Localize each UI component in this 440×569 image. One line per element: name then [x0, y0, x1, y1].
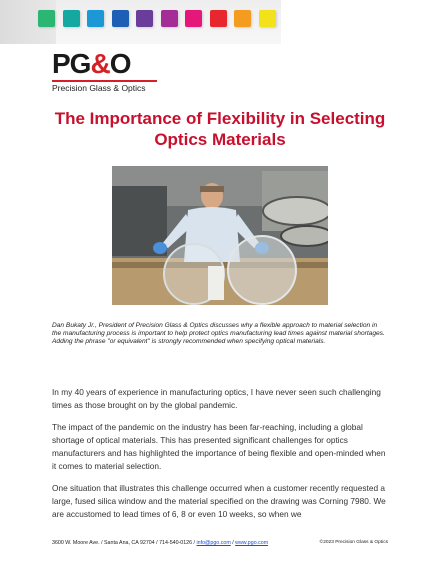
footer-address: 3600 W. Moore Ave. / Santa Ana, CA 92704 / 714-540-0126 /	[52, 540, 197, 546]
photo-illustration	[112, 166, 328, 305]
color-swatch	[185, 10, 202, 27]
body-paragraph: The impact of the pandemic on the industry has been far-reaching, including a global shortage of optical materials. This has presented significant challenges for optics manufacturers and has highlighted the importance of being flexible and open-minded when it comes to material selection.	[52, 422, 386, 471]
article-title: The Importance of Flexibility in Selecting Optics Materials	[54, 109, 386, 149]
header-color-bar	[0, 0, 440, 44]
footer-copyright: ©2023 Precision Glass & Optics	[319, 540, 388, 545]
article-body	[52, 386, 390, 530]
logo-mark: PG&O	[52, 48, 131, 79]
color-swatch	[210, 10, 227, 27]
logo-underline	[52, 80, 157, 82]
color-swatch	[63, 10, 80, 27]
color-swatch	[136, 10, 153, 27]
color-swatch	[38, 10, 55, 27]
photo-caption: Dan Bukaty Jr., President of Precision Glass & Optics discusses why a flexible approach to material selection in the manufacturing process is important to help protect optics manufacturing lead times against material shortages. Adding the phrase "or equivalent" is strongly recommended when specifying optical materials.	[52, 322, 385, 346]
footer-separator: /	[230, 540, 236, 546]
body-paragraph: In my 40 years of experience in manufacturing optics, I have never seen such challenging times as those brought on by the global pandemic.	[52, 387, 381, 410]
page-footer	[52, 540, 388, 546]
article-photo	[112, 166, 328, 305]
color-swatch	[161, 10, 178, 27]
color-swatch	[259, 10, 276, 27]
color-swatch	[234, 10, 251, 27]
color-swatch	[112, 10, 129, 27]
body-paragraph: One situation that illustrates this challenge occurred when a customer recently requested a large, fused silica window and the material specified on the drawing was Corning 7980. We are accustomed to lead times of 6, 8 or even 10 weeks, so when we	[52, 483, 386, 519]
logo-subtitle: Precision Glass & Optics	[52, 83, 146, 93]
color-swatch	[87, 10, 104, 27]
footer-email-link[interactable]: info@pgo.com	[196, 540, 231, 546]
pgo-logo	[52, 50, 162, 92]
footer-website-link[interactable]: www.pgo.com	[235, 540, 269, 546]
